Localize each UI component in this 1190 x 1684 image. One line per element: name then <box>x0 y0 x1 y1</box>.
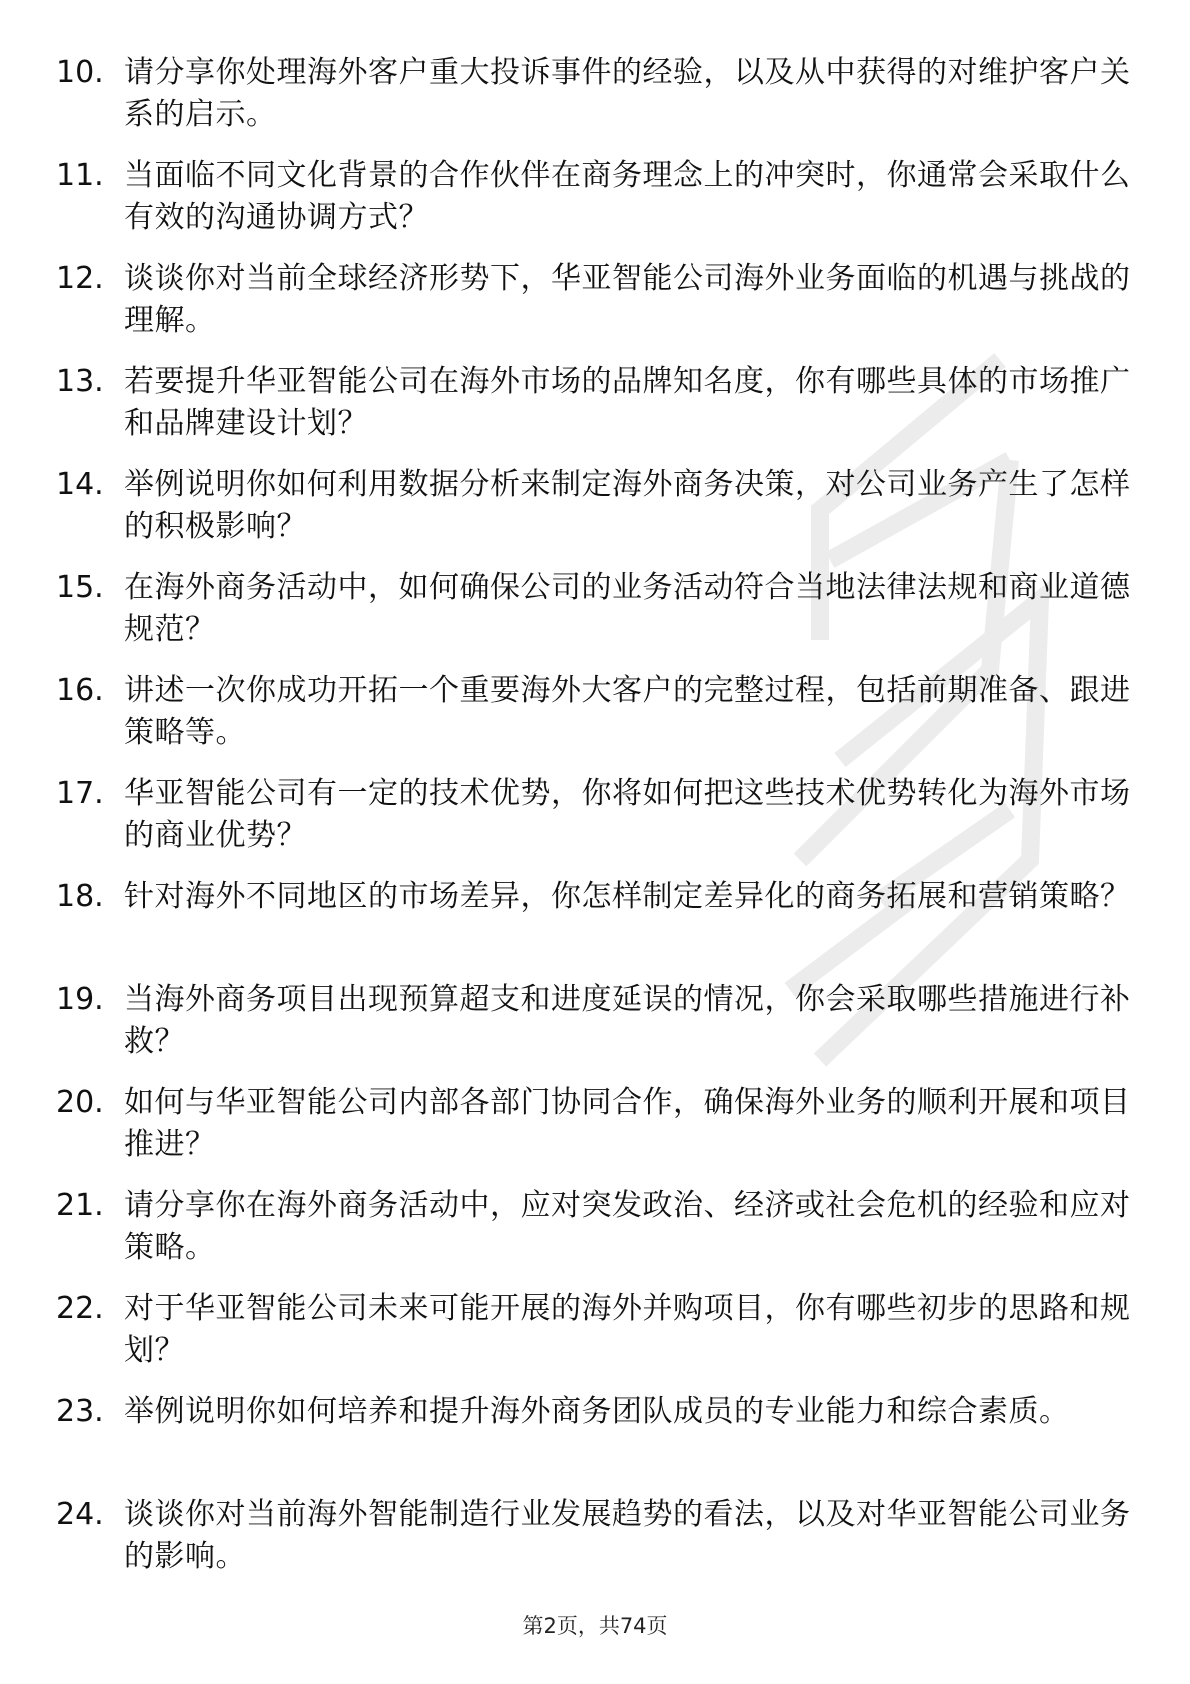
question-text: 请分享你处理海外客户重大投诉事件的经验，以及从中获得的对维护客户关系的启示。 <box>124 55 1131 132</box>
question-number: 13. <box>56 364 104 399</box>
question-text: 请分享你在海外商务活动中，应对突发政治、经济或社会危机的经验和应对策略。 <box>124 1188 1131 1265</box>
question-number: 24. <box>56 1497 104 1532</box>
question-number: 17. <box>56 776 104 811</box>
question-item <box>56 155 1136 258</box>
question-number: 23. <box>56 1394 104 1429</box>
question-number: 21. <box>56 1188 104 1223</box>
question-number: 10. <box>56 55 104 90</box>
question-number: 16. <box>56 673 104 708</box>
question-item <box>56 1391 1136 1494</box>
question-number: 22. <box>56 1291 104 1326</box>
question-item <box>56 773 1136 876</box>
question-text: 举例说明你如何利用数据分析来制定海外商务决策，对公司业务产生了怎样的积极影响？ <box>124 467 1131 544</box>
question-item <box>56 979 1136 1082</box>
page-footer <box>0 1610 1190 1640</box>
question-text: 针对海外不同地区的市场差异，你怎样制定差异化的商务拓展和营销策略？ <box>124 879 1131 914</box>
question-item <box>56 1288 1136 1391</box>
question-text: 华亚智能公司有一定的技术优势，你将如何把这些技术优势转化为海外市场的商业优势？ <box>124 776 1131 853</box>
question-item <box>56 670 1136 773</box>
question-item <box>56 52 1136 155</box>
question-number: 14. <box>56 467 104 502</box>
question-text: 如何与华亚智能公司内部各部门协同合作，确保海外业务的顺利开展和项目推进？ <box>124 1085 1131 1162</box>
question-number: 20. <box>56 1085 104 1120</box>
question-text: 在海外商务活动中，如何确保公司的业务活动符合当地法律法规和商业道德规范？ <box>124 570 1131 647</box>
question-text: 当海外商务项目出现预算超支和进度延误的情况，你会采取哪些措施进行补救？ <box>124 982 1131 1059</box>
question-text: 谈谈你对当前海外智能制造行业发展趋势的看法，以及对华亚智能公司业务的影响。 <box>124 1497 1131 1574</box>
question-text: 当面临不同文化背景的合作伙伴在商务理念上的冲突时，你通常会采取什么有效的沟通协调方式？ <box>124 158 1131 235</box>
question-item <box>56 567 1136 670</box>
question-list <box>56 52 1136 1597</box>
question-text: 讲述一次你成功开拓一个重要海外大客户的完整过程，包括前期准备、跟进策略等。 <box>124 673 1131 750</box>
question-text: 举例说明你如何培养和提升海外商务团队成员的专业能力和综合素质。 <box>124 1394 1070 1429</box>
question-number: 15. <box>56 570 104 605</box>
question-item <box>56 1185 1136 1288</box>
question-item <box>56 361 1136 464</box>
question-number: 11. <box>56 158 104 193</box>
question-item <box>56 464 1136 567</box>
question-number: 18. <box>56 879 104 914</box>
question-number: 12. <box>56 261 104 296</box>
page-number-label: 第2页，共74页 <box>522 1614 668 1638</box>
question-number: 19. <box>56 982 104 1017</box>
question-item <box>56 258 1136 361</box>
question-item <box>56 876 1136 979</box>
question-text: 若要提升华亚智能公司在海外市场的品牌知名度，你有哪些具体的市场推广和品牌建设计划？ <box>124 364 1131 441</box>
question-item <box>56 1082 1136 1185</box>
question-text: 对于华亚智能公司未来可能开展的海外并购项目，你有哪些初步的思路和规划？ <box>124 1291 1131 1368</box>
question-text: 谈谈你对当前全球经济形势下，华亚智能公司海外业务面临的机遇与挑战的理解。 <box>124 261 1131 338</box>
question-item <box>56 1494 1136 1597</box>
